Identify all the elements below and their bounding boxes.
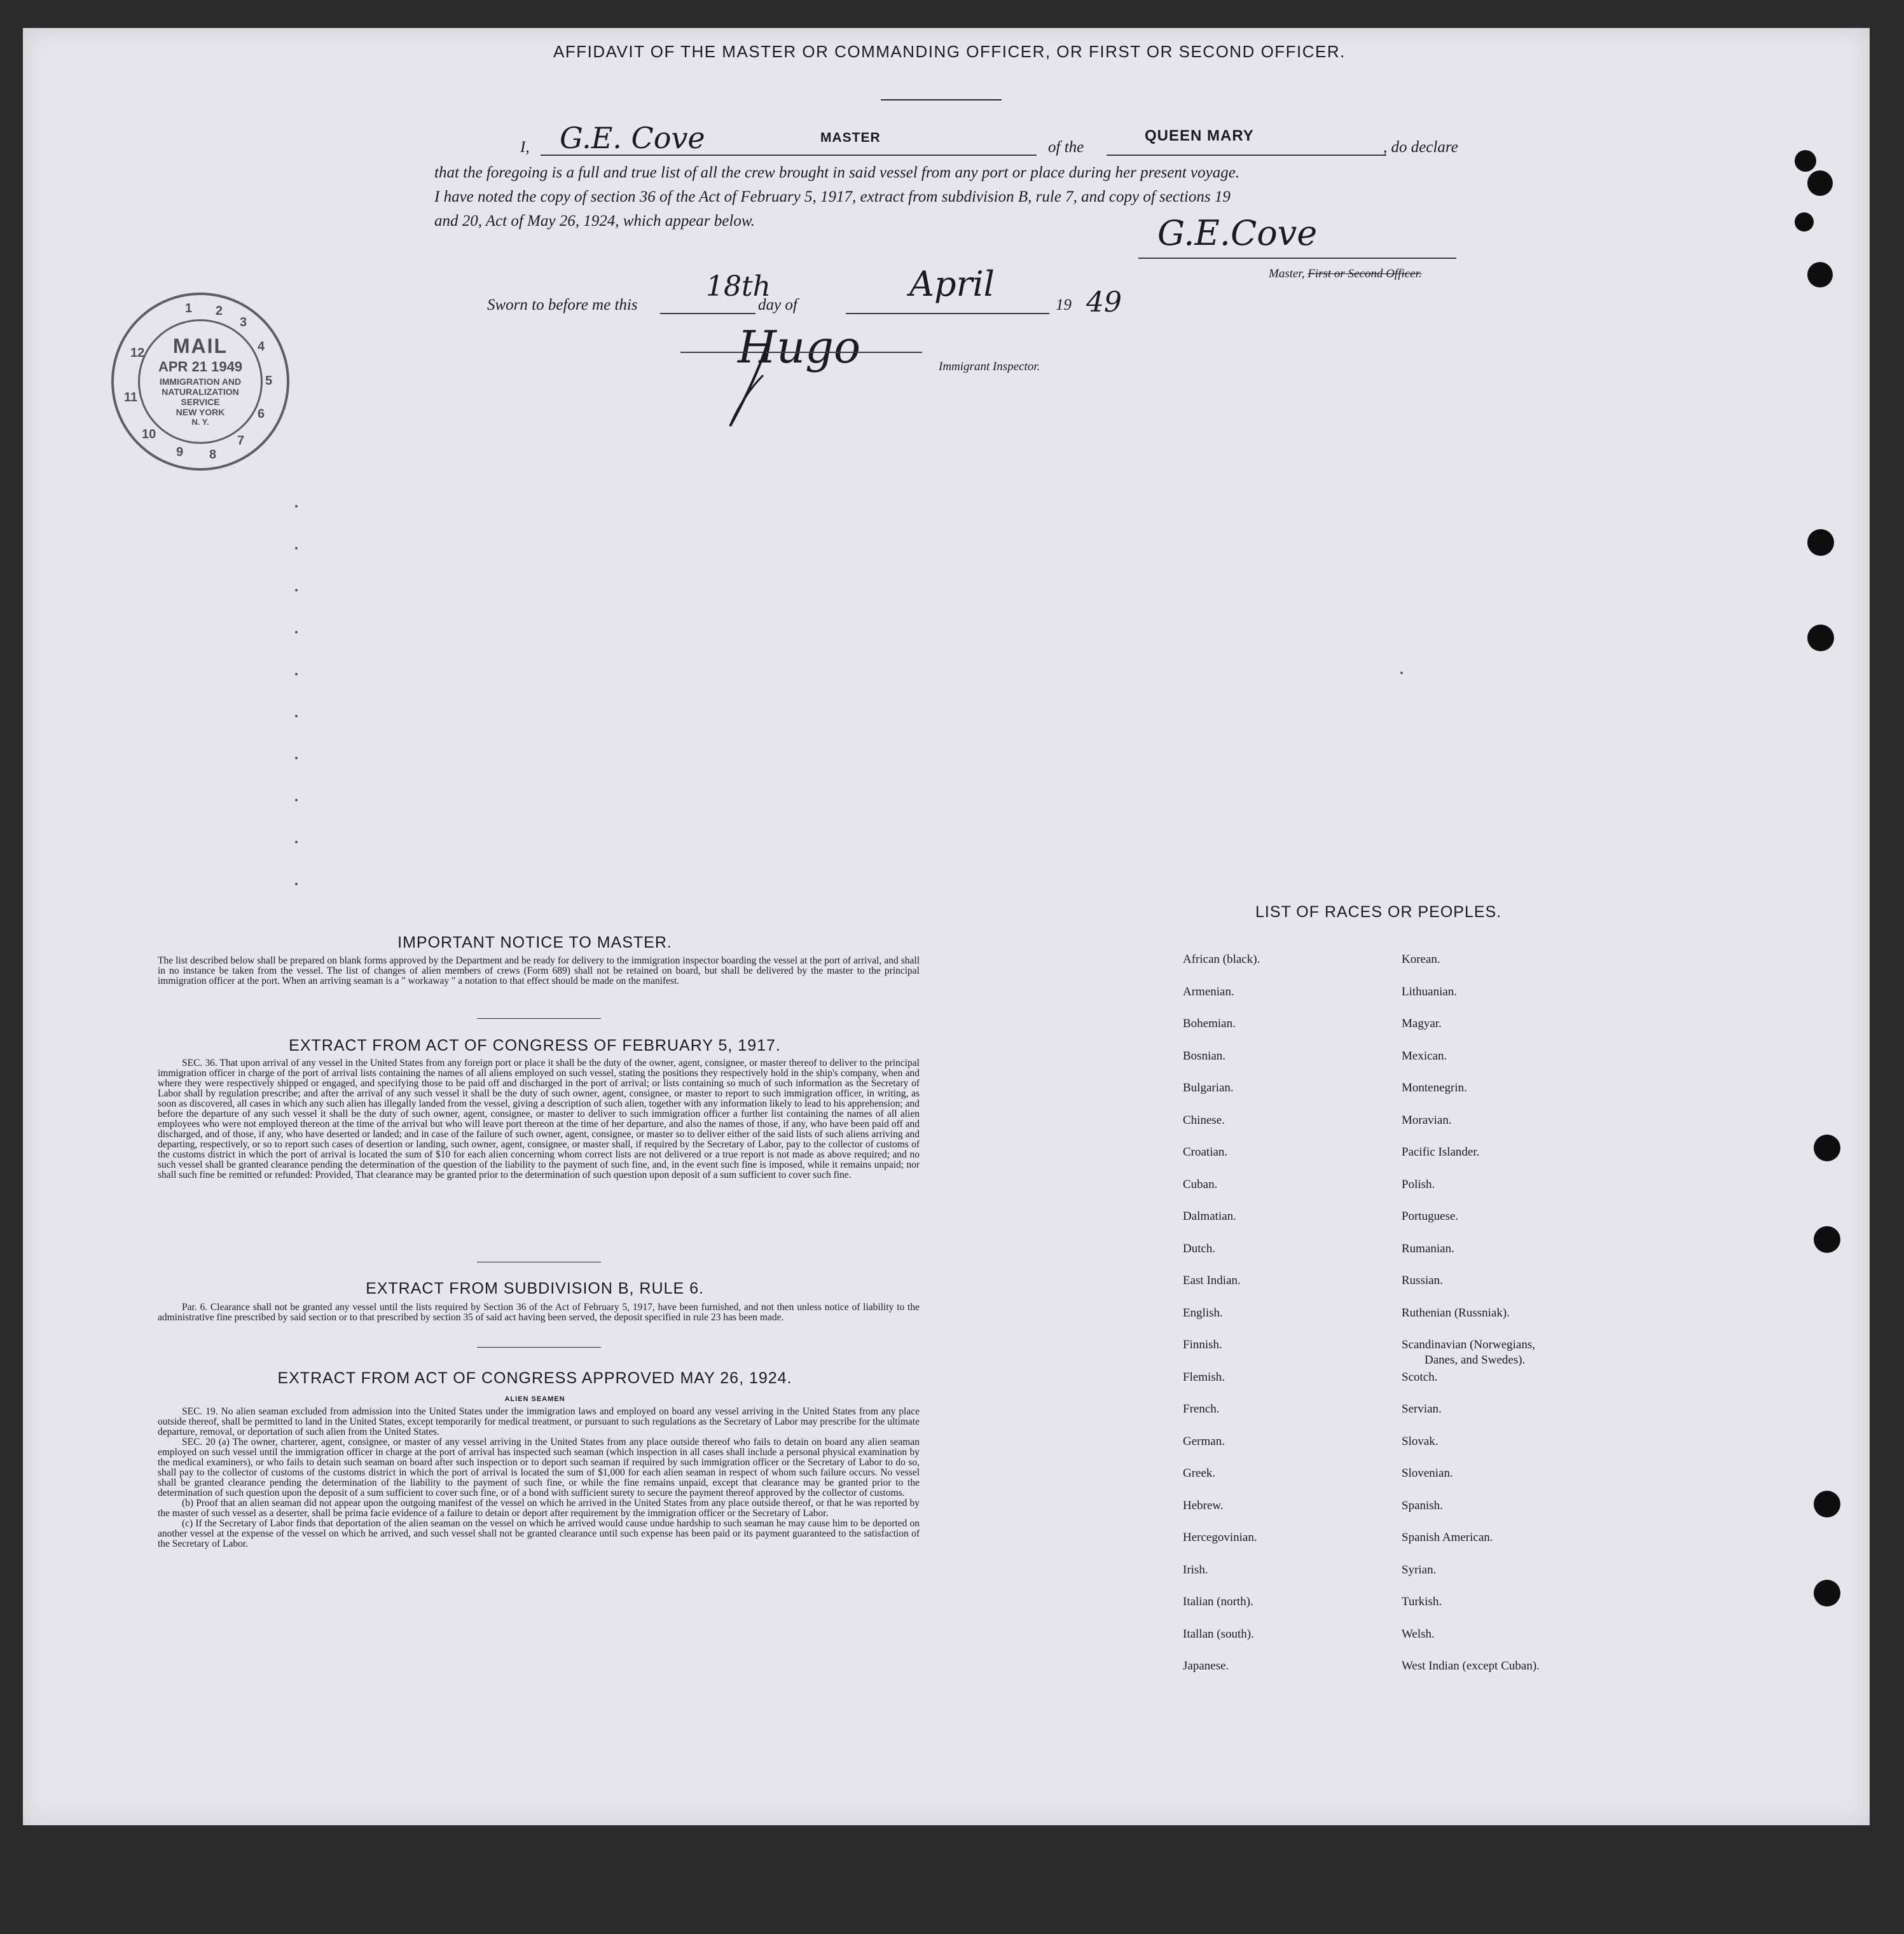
race-item: Cuban. [1183, 1177, 1218, 1191]
year-handwritten: 49 [1086, 286, 1122, 319]
guide-dot [295, 757, 298, 759]
month-handwritten: April [909, 264, 995, 304]
race-item: Hebrew. [1183, 1498, 1224, 1512]
race-item: Finnish. [1183, 1338, 1222, 1351]
affidavit-line-2: that the foregoing is a full and true list of all the crew brought in said vessel from any port or place during her present voyage. [434, 164, 1240, 181]
stamp-date: APR 21 1949 [158, 359, 243, 375]
race-item: Ruthenian (Russniak). [1402, 1306, 1510, 1320]
race-item: Spanish. [1402, 1498, 1443, 1512]
race-item: Chinese. [1183, 1113, 1225, 1127]
races-title: LIST OF RACES OR PEOPLES. [1255, 903, 1502, 921]
binder-hole [1807, 625, 1834, 651]
i-label: I, [520, 139, 530, 156]
race-item: Mexican. [1402, 1049, 1447, 1063]
guide-dot [295, 799, 298, 801]
race-item: Rumanian. [1402, 1241, 1454, 1255]
guide-dot [295, 715, 298, 717]
sec-20b: (b) Proof that an alien seaman did not appear upon the outgoing manifest of the vessel on which he arrived in the United States from any place outside thereof, or that he was reported by the master of such vessel as a deserter, shall be prima facie evidence of a failure to detain or deport after requirement by the immigration officer or the Secretary of Labor. [158, 1498, 920, 1519]
inspector-label: Immigrant Inspector. [939, 360, 1040, 373]
guide-dot [1400, 672, 1403, 674]
inspector-signature: Hugo [738, 321, 861, 373]
race-item: Russian. [1402, 1274, 1443, 1287]
affidavit-line-4: and 20, Act of May 26, 1924, which appear below. [434, 212, 755, 230]
race-item: Slovak. [1402, 1434, 1438, 1448]
struck-officer-text: First or Second Officer. [1307, 267, 1422, 280]
alien-seamen-subtitle: ALIEN SEAMEN [504, 1395, 565, 1403]
race-item: Korean. [1402, 953, 1440, 966]
extract-rule-body: Par. 6. Clearance shall not be granted any vessel until the lists required by Section 36 of the Act of February 5, 1917, have been furnished, and not then unless notice of liability to the administrative fine prescribed by said section or to that prescribed by section 35 of said act having been served, the deposit specified in rule 23 has been made. [158, 1302, 920, 1323]
sec-19: SEC. 19. No alien seaman excluded from admission into the United States under the immigration laws and employed on board any vessel arriving in the United States from any place outside thereof, shall be permitted to land in the United States, except temporarily for medical treatment, or pursuant to such regulations as the Secretary of Labor may prescribe for the ultimate departure, removal, or deportation of such alien from the United States. [158, 1406, 920, 1437]
guide-dot [295, 883, 298, 885]
sworn-label: Sworn to before me this [487, 296, 638, 314]
race-item: Syrian. [1402, 1563, 1437, 1577]
month-line [846, 313, 1049, 314]
guide-dot [295, 841, 298, 843]
binder-hole [1814, 1580, 1840, 1606]
race-item: Greek. [1183, 1467, 1216, 1480]
race-item: Turkish. [1402, 1595, 1442, 1608]
stamp-digit: 3 [240, 315, 247, 329]
race-item: East Indian. [1183, 1274, 1241, 1287]
master-label [1269, 267, 1422, 281]
stamp-digit: 12 [130, 346, 145, 360]
stamp-digit: 4 [258, 340, 265, 354]
race-item: Pacific Islander. [1402, 1145, 1480, 1159]
divider [881, 99, 1002, 100]
stamp-digit: 1 [185, 301, 193, 315]
stamp-mail: MAIL [172, 335, 228, 357]
stamp-line-4: NATURALIZATION [162, 387, 239, 397]
race-item-continuation: Danes, and Swedes). [1425, 1353, 1526, 1367]
race-item: Welsh. [1402, 1627, 1435, 1641]
stamp-line-6: NEW YORK [176, 407, 225, 417]
binder-hole [1795, 150, 1816, 172]
extract-1917-title: EXTRACT FROM ACT OF CONGRESS OF FEBRUARY 5, 1917. [289, 1037, 781, 1054]
race-item: English. [1183, 1306, 1223, 1320]
binder-hole [1814, 1491, 1840, 1517]
stamp-digit: 2 [216, 304, 223, 318]
signature-stroke [725, 331, 782, 432]
master-name-handwritten: G.E. Cove [560, 121, 705, 155]
stamp-line-3: IMMIGRATION AND [159, 376, 242, 387]
race-item: Scotch. [1402, 1370, 1438, 1384]
race-item: Bulgarian. [1183, 1081, 1234, 1095]
stamp-digit: 5 [265, 374, 273, 388]
notice-body: The list described below shall be prepared on blank forms approved by the Department and be ready for delivery to the immigration inspector boarding the vessel at the port of arrival, and shall in no instance be taken from the vessel. The list of changes of alien members of crews (Form 689) shall not be retained on board, but shall be delivered by the master to the principal immigration officer at the port. When an arriving seaman is a " workaway " a notation to that effect should be made on the manifest. [158, 955, 920, 986]
race-item: Lithuanian. [1402, 984, 1458, 998]
race-item: Armenian. [1183, 984, 1234, 998]
day-line [660, 313, 755, 314]
binder-hole [1807, 529, 1834, 556]
stamp-line-5: SERVICE [181, 397, 220, 407]
guide-dot [295, 547, 298, 549]
race-item: Irish. [1183, 1563, 1208, 1577]
race-item: African (black). [1183, 953, 1260, 966]
sec-20c: (c) If the Secretary of Labor finds that deportation of the alien seaman on the vessel on which he arrived would cause undue hardship to such seaman he may cause him to be deported on another vessel at the expense of the vessel on which he arrived, and such vessel shall not be granted clearance until such expense has been paid or its payment guaranteed to the satisfaction of the Secretary of Labor. [158, 1518, 920, 1549]
stamp-digit: 9 [176, 445, 184, 459]
race-item: Japanese. [1183, 1659, 1229, 1673]
stamp-digit: 6 [258, 407, 265, 421]
mail-stamp [111, 293, 289, 471]
race-item: Itallan (south). [1183, 1627, 1254, 1641]
divider [477, 1018, 601, 1019]
guide-dot [295, 589, 298, 591]
stamp-digit: 11 [124, 390, 138, 404]
master-signature: G.E.Cove [1157, 213, 1318, 253]
race-item: Bosnian. [1183, 1049, 1226, 1063]
race-item: Magyar. [1402, 1017, 1442, 1030]
race-item: French. [1183, 1402, 1220, 1416]
binder-hole [1807, 170, 1833, 196]
do-declare-label: , do declare [1383, 139, 1458, 156]
year-prefix: 19 [1056, 296, 1072, 314]
master-word: Master, [1269, 267, 1305, 280]
race-item: Montenegrin. [1402, 1081, 1467, 1095]
race-item: Croatian. [1183, 1145, 1228, 1159]
sec-20a: SEC. 20 (a) The owner, charterer, agent, consignee, or master of any vessel arriving in the United States from any place outside thereof who fails to detain on board any alien seaman employed on such vessel until the immigration officer in charge at the port of arrival has inspected such seaman (which inspection in all cases shall include a personal physical examination by the medical examiners), or who fails to detain such seaman on board after such inspection or to deport such seaman if required by such immigration officer or the Secretary of Labor to do so, shall pay to the collector of customs of the customs district in which the port of arrival is located the sum of $1,000 for each alien seaman in respect of whom such failure occurs. No vessel shall be granted clearance pending the determination of the liability to the payment of such fine, or while the fine remains unpaid, except that clearance may be granted prior to the determination of such question upon the deposit of a sum sufficient to cover such fine, or of a bond with sufficient surety to secure the payment thereof approved by the collector of customs. [158, 1437, 920, 1498]
race-item: Hercegovinian. [1183, 1531, 1257, 1544]
stamp-digit: 8 [209, 448, 217, 462]
guide-dot [295, 673, 298, 675]
notice-title: IMPORTANT NOTICE TO MASTER. [397, 934, 672, 951]
extract-1924-title: EXTRACT FROM ACT OF CONGRESS APPROVED MAY 26, 1924. [277, 1369, 792, 1387]
day-handwritten: 18th [706, 270, 771, 303]
binder-hole [1807, 262, 1833, 287]
vessel-line [1107, 155, 1386, 156]
binder-hole [1795, 212, 1814, 231]
day-of-label: day of [758, 296, 797, 314]
race-item: Moravian. [1402, 1113, 1452, 1127]
race-item: Spanish American. [1402, 1531, 1493, 1544]
race-item: Servian. [1402, 1402, 1442, 1416]
race-item: West Indian (except Cuban). [1402, 1659, 1540, 1673]
stamp-digit: 10 [142, 427, 156, 441]
guide-dot [295, 505, 298, 508]
race-item: Bohemian. [1183, 1017, 1236, 1030]
stamp-digit: 7 [237, 434, 245, 448]
race-item: Polish. [1402, 1177, 1435, 1191]
race-item: Portuguese. [1402, 1210, 1459, 1223]
affidavit-title: AFFIDAVIT OF THE MASTER OR COMMANDING OFFICER, OR FIRST OR SECOND OFFICER. [553, 42, 1346, 61]
vessel-name: QUEEN MARY [1145, 127, 1254, 144]
race-item: Flemish. [1183, 1370, 1225, 1384]
stamp-line-7: N. Y. [191, 417, 209, 427]
race-item: German. [1183, 1434, 1225, 1448]
race-item: Dalmatian. [1183, 1210, 1236, 1223]
inspector-line [680, 352, 922, 353]
rank-typed: MASTER [820, 130, 881, 145]
binder-hole [1814, 1135, 1840, 1161]
of-the-label: of the [1048, 139, 1084, 156]
race-item: Italian (north). [1183, 1595, 1253, 1608]
binder-hole [1814, 1226, 1840, 1253]
race-item: Dutch. [1183, 1241, 1216, 1255]
race-item: Scandinavian (Norwegians, [1402, 1338, 1535, 1351]
divider [477, 1347, 601, 1348]
affidavit-line-3: I have noted the copy of section 36 of the Act of February 5, 1917, extract from subdivision B, rule 7, and copy of sections 19 [434, 188, 1231, 205]
extract-1924-body [158, 1407, 920, 1549]
extract-1917-body: SEC. 36. That upon arrival of any vessel in the United States from any foreign port or place it shall be the duty of the owner, agent, consignee, or master thereof to deliver to the principal immigration officer in charge of the port of arrival lists containing the names of all aliens employed on such vessel, stating the positions they respectively hold in the ship's company, when and where they were respectively shipped or engaged, and specifying those to be paid off and discharged in the port of arrival; or lists containing so much of such information as the Secretary of Labor shall by regulation prescribe; and after the arrival of any such vessel it shall be the duty of such owner, agent, consignee, or master to report to such immigration officer, in writing, as soon as discovered, all cases in which any such alien has illegally landed from the vessel, giving a description of such alien, together with any information likely to lead to his apprehension; and before the departure of any such vessel it shall be the duty of such owner, agent, consignee, or master to deliver to such immigration officer a further list containing the names of all alien employees who were not employed thereon at the time of the arrival but who will leave port thereon at the time of her departure, and also the names of those, if any, who have been paid off and discharged, and of those, if any, who have deserted or landed; and in case of the failure of such owner, agent, consignee, or master so to deliver either of the said lists of such aliens arriving and departing, respectively, or so to report such cases of desertion or landing, such owner, agent, consignee, or master shall, if required by the Secretary of Labor, pay to the collector of customs of the customs district in which the port of arrival is located the sum of $10 for each alien concerning whom correct lists are not delivered or a true report is not made as above required; and no such vessel shall be granted clearance pending the determination of the question of the liability to the payment of such fine, and, in the event such fine is imposed, while it remains unpaid; nor shall such fine be remitted or refunded: Provided, That clearance may be granted prior to the determination of such question upon deposit of a sum sufficient to cover such fine. [158, 1058, 920, 1180]
extract-rule-title: EXTRACT FROM SUBDIVISION B, RULE 6. [366, 1280, 704, 1297]
race-item: Slovenian. [1402, 1467, 1453, 1480]
signature-line [1138, 258, 1456, 259]
guide-dot [295, 631, 298, 633]
